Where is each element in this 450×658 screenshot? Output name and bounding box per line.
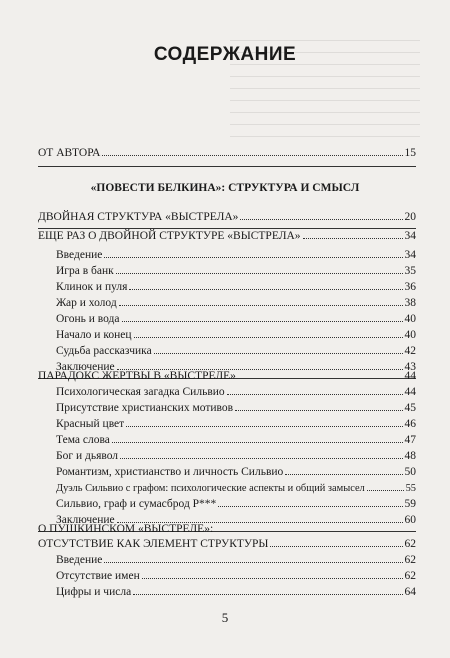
leader-dots xyxy=(126,426,402,427)
toc-entry-page: 15 xyxy=(404,147,416,159)
leader-dots xyxy=(154,353,403,354)
toc-entry-page: 34 xyxy=(404,249,416,261)
toc-entry-label: Психологическая загадка Сильвио xyxy=(56,386,225,398)
leader-dots xyxy=(120,458,402,459)
leader-dots xyxy=(227,394,403,395)
toc-entry xyxy=(38,146,416,161)
toc-entry xyxy=(56,248,416,263)
toc-entry xyxy=(56,433,416,448)
toc-entry-label: Жар и холод xyxy=(56,297,117,309)
toc-entry-label: Заключение xyxy=(56,514,115,526)
toc-entry xyxy=(56,585,416,600)
divider xyxy=(38,166,416,167)
toc-entry xyxy=(56,465,416,480)
leader-dots xyxy=(238,378,403,379)
toc-entry-label: Игра в банк xyxy=(56,265,114,277)
toc-entry xyxy=(56,280,416,295)
toc-entry xyxy=(56,553,416,568)
toc-entry-label: ОТ АВТОРА xyxy=(38,147,101,159)
toc-entry-page: 40 xyxy=(404,313,416,325)
toc-entry xyxy=(56,401,416,416)
leader-dots xyxy=(218,506,402,507)
toc-entry xyxy=(56,264,416,279)
section-heading: «ПОВЕСТИ БЕЛКИНА»: СТРУКТУРА И СМЫСЛ xyxy=(90,182,360,194)
toc-entry-label: О ПУШКИНСКОМ «ВЫСТРЕЛЕ»: xyxy=(38,523,214,535)
toc-entry xyxy=(56,497,416,512)
toc-entry xyxy=(56,328,416,343)
toc-entry-label: Введение xyxy=(56,249,103,261)
toc-entry-label: Клинок и пуля xyxy=(56,281,128,293)
toc-entry xyxy=(56,296,416,311)
toc-entry xyxy=(56,344,416,359)
toc-entry-page: 40 xyxy=(404,329,416,341)
toc-entry-page: 42 xyxy=(404,345,416,357)
page-number: 5 xyxy=(221,610,229,625)
toc-entry xyxy=(38,210,416,225)
toc-entry xyxy=(56,449,416,464)
leader-dots xyxy=(133,594,402,595)
toc-entry-page: 36 xyxy=(404,281,416,293)
toc-entry-label: Тема слова xyxy=(56,434,110,446)
leader-dots xyxy=(104,562,402,563)
toc-entry-label: Дуэль Сильвио с графом: психологические аспекты и общий замысел xyxy=(56,483,365,494)
toc-entry-page: 62 xyxy=(404,538,416,550)
toc-entry xyxy=(56,312,416,327)
toc-entry-page: 44 xyxy=(404,370,416,382)
toc-entry-label: Романтизм, христианство и личность Сильвио xyxy=(56,466,284,478)
toc-entry xyxy=(56,481,416,496)
toc-entry-label: ЕЩЕ РАЗ О ДВОЙНОЙ СТРУКТУРЕ «ВЫСТРЕЛА» xyxy=(38,230,301,242)
toc-entry-page: 55 xyxy=(405,483,416,494)
toc-entry-label: Сильвио, граф и сумасброд Р*** xyxy=(56,498,217,510)
page-title: СОДЕРЖАНИЕ xyxy=(153,44,297,65)
toc-entry-page: 38 xyxy=(404,297,416,309)
leader-dots xyxy=(134,337,403,338)
leader-dots xyxy=(122,321,403,322)
toc-entry xyxy=(56,385,416,400)
toc-entry-page: 50 xyxy=(404,466,416,478)
leader-dots xyxy=(285,474,402,475)
toc-entry-page: 47 xyxy=(404,434,416,446)
leader-dots xyxy=(303,238,403,239)
toc-entry-label: Введение xyxy=(56,554,103,566)
toc-entry-page: 35 xyxy=(404,265,416,277)
toc-entry-label: ПАРАДОКС ЖЕРТВЫ В «ВЫСТРЕЛЕ» xyxy=(38,370,236,382)
toc-entry-page: 45 xyxy=(404,402,416,414)
toc-entry-label: ОТСУТСТВИЕ КАК ЭЛЕМЕНТ СТРУКТУРЫ xyxy=(38,538,269,550)
toc-entry xyxy=(38,537,416,552)
toc-entry-page: 44 xyxy=(404,386,416,398)
toc-entry-page: 48 xyxy=(404,450,416,462)
leader-dots xyxy=(104,257,402,258)
toc-entry-page: 20 xyxy=(404,211,416,223)
toc-entry xyxy=(56,569,416,584)
toc-entry xyxy=(38,522,416,537)
toc-entry-label: Отсутствие имен xyxy=(56,570,140,582)
toc-entry-label: Заключение xyxy=(56,361,115,373)
leader-dots xyxy=(367,490,404,491)
toc-entry-page: 62 xyxy=(404,554,416,566)
toc-entry-label: Огонь и вода xyxy=(56,313,120,325)
toc-entry xyxy=(38,229,416,244)
leader-dots xyxy=(102,155,402,156)
leader-dots xyxy=(129,289,402,290)
toc-entry-page: 46 xyxy=(404,418,416,430)
toc-entry-page: 64 xyxy=(404,586,416,598)
toc-entry-label: Судьба рассказчика xyxy=(56,345,152,357)
toc-entry-page: 43 xyxy=(404,361,416,373)
toc-entry-label: ДВОЙНАЯ СТРУКТУРА «ВЫСТРЕЛА» xyxy=(38,211,239,223)
toc-entry-page: 34 xyxy=(404,230,416,242)
toc-entry-label: Бог и дьявол xyxy=(56,450,119,462)
leader-dots xyxy=(235,410,402,411)
leader-dots xyxy=(240,219,402,220)
toc-entry-label: Красный цвет xyxy=(56,418,125,430)
leader-dots xyxy=(142,578,403,579)
toc-entry xyxy=(38,369,416,384)
leader-dots xyxy=(112,442,403,443)
leader-dots xyxy=(270,546,402,547)
leader-dots xyxy=(116,273,403,274)
toc-entry xyxy=(56,417,416,432)
toc-entry-page: 59 xyxy=(404,498,416,510)
toc-entry-label: Цифры и числа xyxy=(56,586,132,598)
toc-entry-page: 62 xyxy=(404,570,416,582)
toc-entry-label: Начало и конец xyxy=(56,329,132,341)
toc-entry-page: 60 xyxy=(404,514,416,526)
toc-entry-label: Присутствие христианских мотивов xyxy=(56,402,234,414)
leader-dots xyxy=(119,305,403,306)
